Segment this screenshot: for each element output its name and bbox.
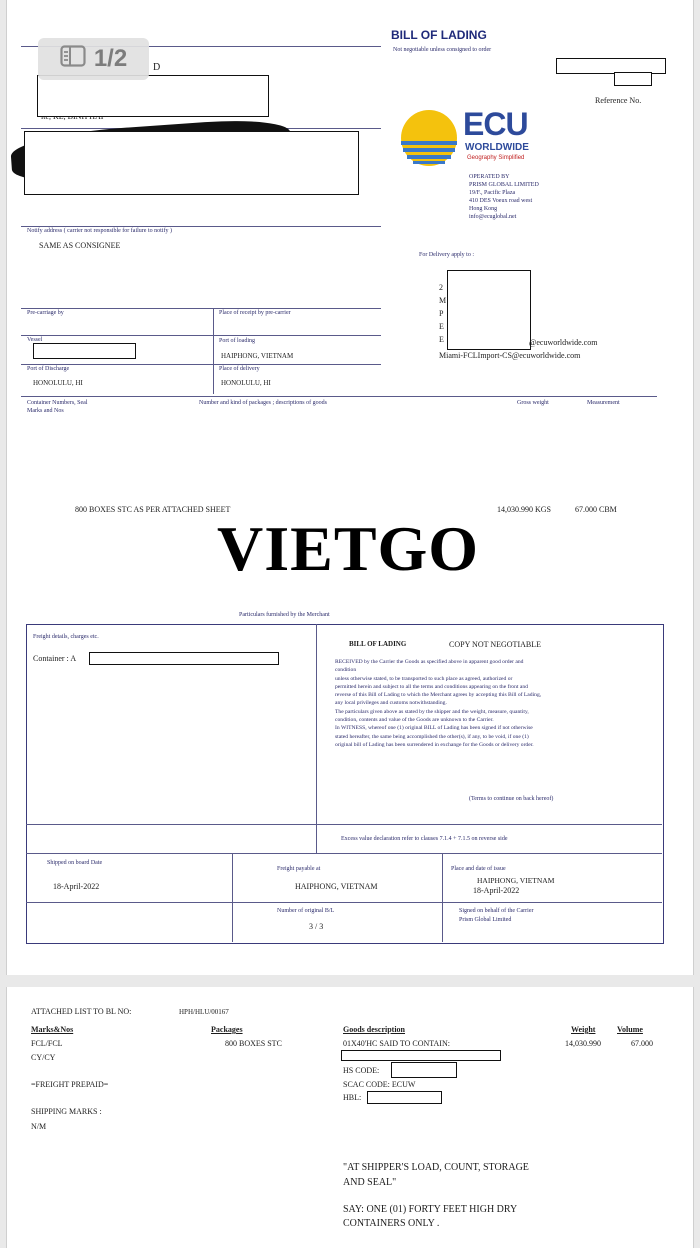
marks-1: FCL/FCL xyxy=(31,1039,63,1048)
col-measure-label: Measurement xyxy=(587,400,620,406)
page-layout-icon xyxy=(60,45,86,74)
terms-text: RECEIVED by the Carrier the Goods as specified above in apparent good order and condition unless otherwise stated, to be transported to such place as agreed, authorized or permitted herein and subject to all the terms and conditions appearing on the front and reverse of this Bill of Lading to which the Merchant agrees by accepting this Bill of Lading, any local privileges and customs notwithstanding. The particulars given above as stated by the shipper and the weight, measure, quantity, condition, contents and value of the Goods are unknown to the Carrier. In WITNESS, whereof one (1) original BILL of Lading has been signed if not otherwise stated hereafter, the same being accomplished the other(s), if any, to be void, if one (1) original bill of Lading has been surrendered in exchange for the Goods or delivery order. xyxy=(335,659,542,748)
weight-head: Weight xyxy=(571,1025,596,1034)
volume-value: 67.000 xyxy=(631,1039,653,1048)
num-originals-label: Number of original B/L xyxy=(277,908,335,914)
operated-by-block: OPERATED BY PRISM GLOBAL LIMITED 19/F., Pacific Plaza 410 DES Voeux road west Hong Kong info@ecuglobal.net xyxy=(469,174,539,220)
signed-by: Prism Global Limited xyxy=(459,917,512,923)
issue-date: 18-April-2022 xyxy=(473,886,520,895)
place-receipt-label: Place of receipt by pre-carrier xyxy=(219,310,291,316)
marks-2: CY/CY xyxy=(31,1053,56,1062)
divider xyxy=(316,624,317,853)
bill-of-lading-page-1 xyxy=(6,0,694,975)
shippers-load-2: AND SEAL" xyxy=(343,1177,397,1188)
redacted-container xyxy=(89,652,279,665)
redacted-consignee xyxy=(24,131,359,195)
scac-code: SCAC CODE: ECUW xyxy=(343,1080,416,1089)
delivery-letters: 2 M P E E xyxy=(439,283,447,344)
attached-header-value: HPH/HLU/00167 xyxy=(179,1008,229,1016)
packages-head: Packages xyxy=(211,1025,243,1034)
reference-label: Reference No. xyxy=(595,96,642,105)
shipping-marks-label: SHIPPING MARKS : xyxy=(31,1107,102,1116)
weight-value: 14,030.990 xyxy=(565,1039,601,1048)
port-discharge: HONOLULU, HI xyxy=(33,379,83,387)
divider xyxy=(26,853,662,854)
port-loading-label: Port of loading xyxy=(219,338,255,344)
signed-label: Signed on behalf of the Carrier xyxy=(459,908,534,914)
attached-list-page xyxy=(6,987,694,1248)
freight-details-label: Freight details, charges etc. xyxy=(33,634,99,640)
divider xyxy=(21,308,381,309)
shipped-label: Shipped on board Date xyxy=(47,860,103,866)
logo-worldwide: WORLDWIDE xyxy=(465,142,529,153)
gross-weight: 14,030.990 KGS xyxy=(497,505,552,514)
place-issue-label: Place and date of issue xyxy=(451,866,506,872)
container-label: Container : A xyxy=(33,654,77,663)
redacted-delivery-agent xyxy=(447,270,531,350)
shippers-load-1: "AT SHIPPER'S LOAD, COUNT, STORAGE xyxy=(343,1162,529,1173)
say-1: SAY: ONE (01) FORTY FEET HIGH DRY xyxy=(343,1204,518,1215)
excess-value-note: Excess value declaration refer to clauses 7.1.4 + 7.1.5 on reverse side xyxy=(341,836,508,842)
col-container-label: Container Numbers, Seal xyxy=(27,400,88,406)
place-delivery: HONOLULU, HI xyxy=(221,379,271,387)
vessel-label: Vessel xyxy=(27,337,43,343)
notify-label: Notify address ( carrier not responsible for failure to notify ) xyxy=(27,228,172,234)
redacted-goods xyxy=(341,1050,501,1061)
freight-prepaid: =FREIGHT PREPAID= xyxy=(31,1080,109,1089)
divider xyxy=(21,226,381,227)
col-packages-label: Number and kind of packages ; descriptions of goods xyxy=(199,400,327,406)
pre-carriage-label: Pre-carriage by xyxy=(27,310,64,316)
num-originals: 3 / 3 xyxy=(309,922,324,931)
bol-small-title: BILL OF LADING xyxy=(349,640,407,648)
hbl-label: HBL: xyxy=(343,1093,362,1102)
nm-value: N/M xyxy=(31,1122,47,1131)
notify-value: SAME AS CONSIGNEE xyxy=(39,241,121,250)
divider xyxy=(21,335,381,336)
freight-payable: HAIPHONG, VIETNAM xyxy=(295,882,378,891)
divider xyxy=(21,396,657,397)
delivery-email-2: Miami-FCLImport-CS@ecuworldwide.com xyxy=(439,351,581,360)
bol-subtitle: Not negotiable unless consigned to order xyxy=(393,47,492,53)
hs-code-label: HS CODE: xyxy=(343,1066,380,1075)
terms-continue: (Terms to continue on back hereof) xyxy=(469,796,554,802)
place-delivery-label: Place of delivery xyxy=(219,366,260,372)
redacted-shipper xyxy=(37,75,269,117)
divider xyxy=(232,853,233,942)
page-indicator-badge[interactable] xyxy=(38,38,149,80)
divider xyxy=(213,308,214,394)
divider xyxy=(26,902,662,903)
say-2: CONTAINERS ONLY . xyxy=(343,1218,440,1229)
vietgo-watermark: VIETGO xyxy=(217,513,480,584)
attached-header-label: ATTACHED LIST TO BL NO: xyxy=(31,1007,132,1016)
logo-tagline: Geography Simplified xyxy=(467,155,525,161)
port-loading: HAIPHONG, VIETNAM xyxy=(221,352,294,360)
redacted-vessel xyxy=(33,343,136,359)
freight-payable-label: Freight payable at xyxy=(277,866,321,872)
ecu-worldwide-logo xyxy=(399,108,569,168)
bol-title: BILL OF LADING xyxy=(391,28,487,42)
divider xyxy=(442,853,443,942)
goods-head: Goods description xyxy=(343,1025,406,1034)
port-discharge-label: Port of Discharge xyxy=(27,366,70,372)
shipper-partial: D xyxy=(153,62,161,73)
marks-head: Marks&Nos xyxy=(31,1025,74,1034)
divider xyxy=(21,364,381,365)
redacted-hbl xyxy=(367,1091,442,1104)
particulars-label: Particulars furnished by the Merchant xyxy=(239,612,330,618)
packages-value: 800 BOXES STC xyxy=(225,1039,282,1048)
page-indicator-text: 1/2 xyxy=(93,45,128,72)
copy-not-negotiable: COPY NOT NEGOTIABLE xyxy=(449,640,541,649)
divider xyxy=(26,824,662,825)
delivery-email-1: @ecuworldwide.com xyxy=(529,338,598,347)
col-gross-label: Gross weight xyxy=(517,400,549,406)
goods-line-1: 01X40'HC SAID TO CONTAIN: xyxy=(343,1039,450,1048)
volume-head: Volume xyxy=(617,1025,643,1034)
shipped-date: 18-April-2022 xyxy=(53,882,100,891)
place-issue: HAIPHONG, VIETNAM xyxy=(477,876,555,885)
measurement: 67.000 CBM xyxy=(575,505,617,514)
redacted-hs-code xyxy=(391,1062,457,1078)
goods-line: 800 BOXES STC AS PER ATTACHED SHEET xyxy=(75,505,231,514)
col-marks-label: Marks and Nos xyxy=(27,408,64,414)
redacted-bl-number-2 xyxy=(614,72,652,86)
logo-ecu: ECU xyxy=(463,106,528,142)
delivery-label: For Delivery apply to : xyxy=(419,252,474,258)
